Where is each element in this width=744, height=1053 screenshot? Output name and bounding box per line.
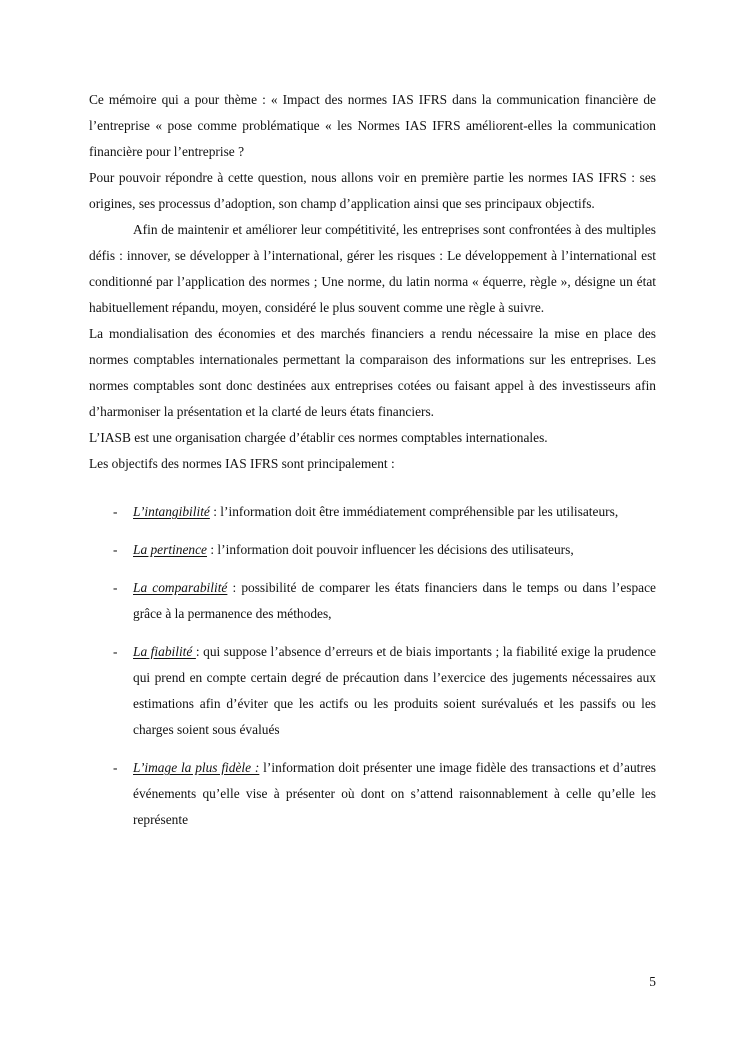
page-number: 5 [649,974,656,989]
list-item [89,755,656,833]
list-bullet: - [113,542,118,557]
paragraph-competitiveness: Afin de maintenir et améliorer leur compétitivité, les entreprises sont confrontées à des multiples défis : innover, se développer à l’international, gérer les risques : Le développement à l’international est conditionné par l’application des normes ; Une norme, du latin norma « équerre, règle », désigne un état habituellement répandu, moyen, considéré le plus souvent comme une règle à suivre. [89,222,656,315]
objective-description: : l’information doit pouvoir influencer les décisions des utilisateurs, [207,542,574,557]
objective-term: La fiabilité [133,644,196,659]
spacer [89,477,656,499]
list-bullet: - [113,580,118,595]
list-item [89,639,656,743]
objective-description: : qui suppose l’absence d’erreurs et de biais importants ; la fiabilité exige la prudence qui prend en compte certain degré de précaution dans l’exercice des jugements nécessaires aux estimations afin d’éviter que les actifs ou les produits soient surévalués et les passifs ou les charges soient sous évalués [133,644,656,737]
objective-term: La comparabilité [133,580,228,595]
objective-description: : possibilité de comparer les états financiers dans le temps ou dans l’espace grâce à la permanence des méthodes, [133,580,656,621]
paragraph-globalization: La mondialisation des économies et des marchés financiers a rendu nécessaire la mise en place des normes comptables internationales permettant la comparaison des informations sur les entreprises. Les normes comptables sont donc destinées aux entreprises cotées ou faisant appel à des investisseurs afin d’harmoniser la présentation et la clarté de leurs états financiers. [89,326,656,419]
list-bullet: - [113,760,118,775]
paragraph-iasb: L’IASB est une organisation chargée d’établir ces normes comptables internationales. [89,430,548,445]
list-bullet: - [113,644,118,659]
objective-description: l’information doit présenter une image fidèle des transactions et d’autres événements qu’elle vise à présenter où dont on s’attend raisonnablement à celle qu’elle les représente [133,760,656,827]
objective-description: : l’information doit être immédiatement compréhensible par les utilisateurs, [209,504,619,519]
list-item [89,575,656,627]
objective-term: L’intangibilité [133,504,210,519]
page-body [89,87,656,845]
list-item [89,499,656,525]
objective-term: La pertinence [133,542,208,557]
list-item [89,537,656,563]
paragraph-plan: Pour pouvoir répondre à cette question, nous allons voir en première partie les normes IAS IFRS : ses origines, ses processus d’adoption, son champ d’application ainsi que ses principaux objectifs. [89,170,656,211]
objective-term: L’image la plus fidèle : [133,760,260,775]
paragraph-theme: Ce mémoire qui a pour thème : « Impact des normes IAS IFRS dans la communication financière de l’entreprise « pose comme problématique « les Normes IAS IFRS améliorent-elles la communication financière pour l’entreprise ? [89,92,656,159]
list-bullet: - [113,504,118,519]
objectives-list [89,499,656,833]
paragraph-objectives-intro: Les objectifs des normes IAS IFRS sont principalement : [89,456,395,471]
